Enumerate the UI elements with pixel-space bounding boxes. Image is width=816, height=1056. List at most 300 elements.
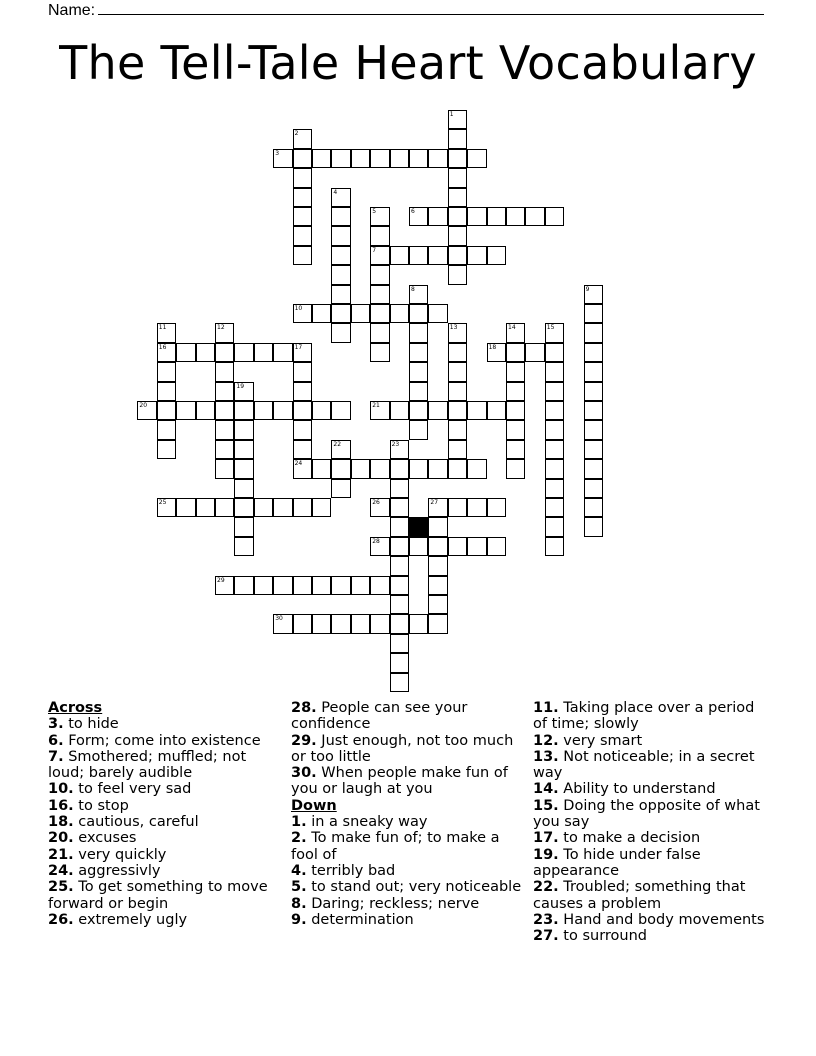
grid-cell[interactable] <box>584 343 603 362</box>
clue-number: 5. <box>291 879 307 896</box>
grid-cell[interactable] <box>293 129 312 148</box>
grid-cell[interactable] <box>293 420 312 439</box>
grid-cell[interactable] <box>584 304 603 323</box>
grid-cell[interactable] <box>428 401 447 420</box>
grid-cell[interactable] <box>390 479 409 498</box>
across-heading: Across <box>48 700 103 716</box>
clue-number: 13 <box>449 324 458 332</box>
grid-cell[interactable] <box>331 479 350 498</box>
grid-cell[interactable] <box>584 517 603 536</box>
grid-cell[interactable] <box>467 401 486 420</box>
black-cell <box>409 517 428 536</box>
down-clue <box>291 814 523 830</box>
down-clue <box>533 749 771 782</box>
grid-cell[interactable] <box>293 304 312 323</box>
grid-cell[interactable] <box>409 207 428 226</box>
grid-cell[interactable] <box>428 537 447 556</box>
grid-cell[interactable] <box>331 265 350 284</box>
grid-cell[interactable] <box>370 576 389 595</box>
grid-cell[interactable] <box>331 149 350 168</box>
grid-cell[interactable] <box>448 420 467 439</box>
grid-cell[interactable] <box>448 110 467 129</box>
grid-cell[interactable] <box>215 362 234 381</box>
grid-cell[interactable] <box>293 149 312 168</box>
grid-cell[interactable] <box>390 440 409 459</box>
grid-cell[interactable] <box>428 246 447 265</box>
grid-cell[interactable] <box>234 401 253 420</box>
grid-cell[interactable] <box>487 207 506 226</box>
grid-cell[interactable] <box>196 498 215 517</box>
grid-cell[interactable] <box>448 226 467 245</box>
grid-cell[interactable] <box>390 653 409 672</box>
grid-cell[interactable] <box>390 149 409 168</box>
grid-cell[interactable] <box>331 188 350 207</box>
grid-cell[interactable] <box>273 498 292 517</box>
grid-cell[interactable] <box>584 420 603 439</box>
grid-cell[interactable] <box>390 634 409 653</box>
grid-cell[interactable] <box>428 614 447 633</box>
clue-text: excuses <box>73 830 137 847</box>
grid-cell[interactable] <box>293 401 312 420</box>
grid-cell[interactable] <box>584 362 603 381</box>
grid-cell[interactable] <box>370 265 389 284</box>
grid-cell[interactable] <box>545 517 564 536</box>
grid-cell[interactable] <box>254 498 273 517</box>
grid-cell[interactable] <box>273 343 292 362</box>
clue-text: in a sneaky way <box>306 814 428 831</box>
grid-cell[interactable] <box>409 246 428 265</box>
clue-number: 14. <box>533 781 559 798</box>
clue-number: 14 <box>508 324 516 332</box>
grid-cell[interactable] <box>390 246 409 265</box>
grid-cell[interactable] <box>234 576 253 595</box>
clue-text: To make fun of; to make a fool of <box>291 830 500 863</box>
grid-cell[interactable] <box>584 459 603 478</box>
clue-text: Hand and body movements <box>558 911 765 928</box>
clue-number: 13. <box>533 748 559 765</box>
grid-cell[interactable] <box>506 362 525 381</box>
grid-cell[interactable] <box>428 304 447 323</box>
clue-text: Taking place over a period of time; slowly <box>533 700 755 733</box>
clue-number: 12. <box>533 732 559 749</box>
grid-cell[interactable] <box>506 382 525 401</box>
grid-cell[interactable] <box>584 323 603 342</box>
grid-cell[interactable] <box>157 498 176 517</box>
grid-cell[interactable] <box>351 149 370 168</box>
grid-cell[interactable] <box>448 129 467 148</box>
grid-cell[interactable] <box>215 323 234 342</box>
grid-cell[interactable] <box>370 498 389 517</box>
grid-cell[interactable] <box>545 420 564 439</box>
grid-cell[interactable] <box>196 401 215 420</box>
clue-text: to surround <box>558 928 648 945</box>
grid-cell[interactable] <box>370 401 389 420</box>
grid-cell[interactable] <box>545 323 564 342</box>
grid-cell[interactable] <box>448 149 467 168</box>
clue-number: 24 <box>294 460 303 468</box>
grid-cell[interactable] <box>467 498 486 517</box>
across-clue <box>48 716 276 732</box>
grid-cell[interactable] <box>467 149 486 168</box>
clue-number: 20. <box>48 830 74 847</box>
across-clue <box>291 700 523 733</box>
grid-cell[interactable] <box>312 401 331 420</box>
clue-number: 19 <box>236 382 245 390</box>
grid-cell[interactable] <box>487 246 506 265</box>
clue-number: 16 <box>158 343 167 351</box>
grid-cell[interactable] <box>428 207 447 226</box>
grid-cell[interactable] <box>215 401 234 420</box>
grid-cell[interactable] <box>448 188 467 207</box>
clue-number: 20 <box>139 402 148 409</box>
clue-number: 23. <box>533 911 559 928</box>
grid-cell[interactable] <box>196 343 215 362</box>
clue-number: 6 <box>411 208 415 215</box>
grid-cell[interactable] <box>157 382 176 401</box>
grid-cell[interactable] <box>273 576 292 595</box>
clue-number: 17. <box>533 830 559 847</box>
grid-cell[interactable] <box>448 537 467 556</box>
grid-cell[interactable] <box>273 149 292 168</box>
grid-cell[interactable] <box>234 498 253 517</box>
across-clue <box>48 798 276 814</box>
grid-cell[interactable] <box>545 382 564 401</box>
grid-cell[interactable] <box>525 343 544 362</box>
grid-cell[interactable] <box>506 440 525 459</box>
clue-text: to make a decision <box>558 830 701 847</box>
clue-number: 30 <box>275 615 283 623</box>
clue-text: cautious, careful <box>73 814 199 831</box>
clue-number: 8 <box>411 285 415 293</box>
grid-cell[interactable] <box>215 576 234 595</box>
clue-number: 29. <box>291 732 317 749</box>
clue-number: 26 <box>372 499 380 506</box>
grid-cell[interactable] <box>293 207 312 226</box>
clue-number: 15. <box>533 797 559 814</box>
clue-number: 8. <box>291 895 307 912</box>
grid-cell[interactable] <box>506 401 525 420</box>
grid-cell[interactable] <box>254 576 273 595</box>
grid-cell[interactable] <box>234 537 253 556</box>
grid-cell[interactable] <box>448 246 467 265</box>
clue-number: 2. <box>291 830 307 847</box>
grid-cell[interactable] <box>331 226 350 245</box>
clue-number: 27 <box>430 499 439 506</box>
grid-cell[interactable] <box>331 207 350 226</box>
grid-cell[interactable] <box>584 440 603 459</box>
down-heading: Down <box>291 797 337 814</box>
down-clue <box>291 896 523 912</box>
clue-number: 11 <box>158 324 167 332</box>
grid-cell[interactable] <box>545 498 564 517</box>
grid-cell[interactable] <box>525 207 544 226</box>
down-clue <box>533 847 771 880</box>
clue-text: Smothered; muffled; not loud; barely audible <box>48 748 247 782</box>
grid-cell[interactable] <box>234 517 253 536</box>
down-clue <box>533 781 771 797</box>
grid-cell[interactable] <box>467 246 486 265</box>
grid-cell[interactable] <box>331 323 350 342</box>
grid-cell[interactable] <box>545 401 564 420</box>
grid-cell[interactable] <box>506 459 525 478</box>
grid-cell[interactable] <box>390 304 409 323</box>
clue-number: 25 <box>158 499 167 506</box>
clue-number: 27. <box>533 928 559 945</box>
grid-cell[interactable] <box>273 614 292 633</box>
grid-cell[interactable] <box>390 537 409 556</box>
grid-cell[interactable] <box>428 149 447 168</box>
grid-cell[interactable] <box>331 246 350 265</box>
grid-cell[interactable] <box>409 343 428 362</box>
grid-cell[interactable] <box>157 323 176 342</box>
clue-number: 25. <box>48 879 74 896</box>
grid-cell[interactable] <box>293 459 312 478</box>
grid-cell[interactable] <box>293 246 312 265</box>
grid-cell[interactable] <box>409 323 428 342</box>
grid-cell[interactable] <box>234 382 253 401</box>
grid-cell[interactable] <box>176 343 195 362</box>
grid-cell[interactable] <box>487 401 506 420</box>
clue-number: 19. <box>533 846 559 863</box>
grid-cell[interactable] <box>448 401 467 420</box>
clue-text: To get something to move forward or begin <box>48 879 268 912</box>
grid-cell[interactable] <box>370 459 389 478</box>
grid-cell[interactable] <box>390 517 409 536</box>
grid-cell[interactable] <box>176 401 195 420</box>
grid-cell[interactable] <box>428 459 447 478</box>
grid-cell[interactable] <box>409 382 428 401</box>
grid-cell[interactable] <box>390 498 409 517</box>
grid-cell[interactable] <box>584 285 603 304</box>
grid-cell[interactable] <box>448 498 467 517</box>
clue-text: to feel very sad <box>73 781 192 798</box>
grid-cell[interactable] <box>331 440 350 459</box>
grid-cell[interactable] <box>293 226 312 245</box>
grid-cell[interactable] <box>234 440 253 459</box>
grid-cell[interactable] <box>390 459 409 478</box>
grid-cell[interactable] <box>545 343 564 362</box>
clue-text: to stop <box>73 797 129 814</box>
grid-cell[interactable] <box>293 614 312 633</box>
grid-cell[interactable] <box>409 304 428 323</box>
grid-cell[interactable] <box>293 440 312 459</box>
grid-cell[interactable] <box>351 459 370 478</box>
down-clue <box>291 863 523 879</box>
grid-cell[interactable] <box>370 246 389 265</box>
grid-cell[interactable] <box>448 440 467 459</box>
across-clue <box>48 847 276 863</box>
clue-number: 3 <box>275 149 280 157</box>
clue-text: Not noticeable; in a secret way <box>533 748 755 782</box>
grid-cell[interactable] <box>467 207 486 226</box>
grid-cell[interactable] <box>157 401 176 420</box>
grid-cell[interactable] <box>370 207 389 226</box>
grid-cell[interactable] <box>506 343 525 362</box>
grid-cell[interactable] <box>293 576 312 595</box>
grid-cell[interactable] <box>331 614 350 633</box>
clue-text: to stand out; very noticeable <box>306 879 522 896</box>
grid-cell[interactable] <box>215 440 234 459</box>
grid-cell[interactable] <box>448 168 467 187</box>
grid-cell[interactable] <box>312 614 331 633</box>
grid-cell[interactable] <box>428 576 447 595</box>
grid-cell[interactable] <box>467 459 486 478</box>
grid-cell[interactable] <box>428 595 447 614</box>
grid-cell[interactable] <box>506 420 525 439</box>
grid-cell[interactable] <box>390 595 409 614</box>
grid-cell[interactable] <box>293 362 312 381</box>
grid-cell[interactable] <box>409 537 428 556</box>
grid-cell[interactable] <box>157 440 176 459</box>
grid-cell[interactable] <box>351 576 370 595</box>
grid-cell[interactable] <box>506 207 525 226</box>
grid-cell[interactable] <box>331 459 350 478</box>
grid-cell[interactable] <box>370 149 389 168</box>
grid-cell[interactable] <box>545 479 564 498</box>
clue-number: 24. <box>48 862 74 879</box>
grid-cell[interactable] <box>273 401 292 420</box>
grid-cell[interactable] <box>584 498 603 517</box>
clue-number: 21. <box>48 846 74 863</box>
clue-number: 11. <box>533 700 559 716</box>
down-clue <box>533 700 771 733</box>
grid-cell[interactable] <box>370 614 389 633</box>
grid-cell[interactable] <box>234 479 253 498</box>
clue-text: People can see your confidence <box>291 700 468 733</box>
grid-cell[interactable] <box>448 343 467 362</box>
grid-cell[interactable] <box>293 498 312 517</box>
grid-cell[interactable] <box>409 459 428 478</box>
grid-cell[interactable] <box>448 459 467 478</box>
clues-column-2 <box>291 700 523 928</box>
grid-cell[interactable] <box>448 207 467 226</box>
clue-text: To hide under false appearance <box>533 846 701 879</box>
grid-cell[interactable] <box>448 265 467 284</box>
grid-cell[interactable] <box>390 556 409 575</box>
grid-cell[interactable] <box>215 382 234 401</box>
grid-cell[interactable] <box>312 459 331 478</box>
grid-cell[interactable] <box>157 420 176 439</box>
grid-cell[interactable] <box>584 479 603 498</box>
grid-cell[interactable] <box>157 362 176 381</box>
clue-number: 10. <box>48 781 74 798</box>
grid-cell[interactable] <box>409 362 428 381</box>
clue-text: Doing the opposite of what you say <box>533 797 760 831</box>
grid-cell[interactable] <box>215 459 234 478</box>
grid-cell[interactable] <box>545 440 564 459</box>
grid-cell[interactable] <box>390 401 409 420</box>
clue-number: 29 <box>217 576 225 584</box>
grid-cell[interactable] <box>234 343 253 362</box>
grid-cell[interactable] <box>584 401 603 420</box>
grid-cell[interactable] <box>487 343 506 362</box>
clue-number: 30. <box>291 765 317 782</box>
grid-cell[interactable] <box>312 149 331 168</box>
grid-cell[interactable] <box>234 459 253 478</box>
clue-text: Form; come into existence <box>63 732 261 749</box>
grid-cell[interactable] <box>331 576 350 595</box>
grid-cell[interactable] <box>409 401 428 420</box>
grid-cell[interactable] <box>293 188 312 207</box>
grid-cell[interactable] <box>176 498 195 517</box>
clue-number: 28 <box>372 537 380 545</box>
grid-cell[interactable] <box>487 498 506 517</box>
clue-text: very smart <box>558 732 643 749</box>
grid-cell[interactable] <box>351 304 370 323</box>
clue-number: 28. <box>291 700 317 716</box>
grid-cell[interactable] <box>545 362 564 381</box>
grid-cell[interactable] <box>545 207 564 226</box>
across-clue <box>48 733 276 749</box>
clue-text: When people make fun of you or laugh at you <box>291 765 508 798</box>
grid-cell[interactable] <box>506 323 525 342</box>
grid-cell[interactable] <box>428 556 447 575</box>
grid-cell[interactable] <box>448 323 467 342</box>
grid-cell[interactable] <box>584 382 603 401</box>
grid-cell[interactable] <box>409 149 428 168</box>
name-label: Name: <box>48 2 96 19</box>
down-clue <box>291 830 523 863</box>
grid-cell[interactable] <box>409 285 428 304</box>
clue-number: 22 <box>333 440 342 448</box>
grid-cell[interactable] <box>331 401 350 420</box>
clue-number: 1. <box>291 814 307 831</box>
grid-cell[interactable] <box>370 537 389 556</box>
grid-cell[interactable] <box>390 576 409 595</box>
grid-cell[interactable] <box>312 498 331 517</box>
grid-cell[interactable] <box>390 614 409 633</box>
grid-cell[interactable] <box>370 343 389 362</box>
grid-cell[interactable] <box>137 401 156 420</box>
grid-cell[interactable] <box>545 459 564 478</box>
grid-cell[interactable] <box>351 614 370 633</box>
grid-cell[interactable] <box>254 343 273 362</box>
clue-number: 18 <box>488 343 497 351</box>
grid-cell[interactable] <box>293 382 312 401</box>
grid-cell[interactable] <box>370 226 389 245</box>
clue-number: 16. <box>48 797 74 814</box>
grid-cell[interactable] <box>254 401 273 420</box>
down-clue <box>533 879 771 912</box>
grid-cell[interactable] <box>157 343 176 362</box>
grid-cell[interactable] <box>215 498 234 517</box>
down-clue <box>291 912 523 928</box>
grid-cell[interactable] <box>215 343 234 362</box>
grid-cell[interactable] <box>545 537 564 556</box>
grid-cell[interactable] <box>428 498 447 517</box>
grid-cell[interactable] <box>409 614 428 633</box>
grid-cell[interactable] <box>467 537 486 556</box>
grid-cell[interactable] <box>312 576 331 595</box>
grid-cell[interactable] <box>390 673 409 692</box>
across-clue <box>291 765 523 798</box>
grid-cell[interactable] <box>428 517 447 536</box>
grid-cell[interactable] <box>331 304 350 323</box>
grid-cell[interactable] <box>409 420 428 439</box>
grid-cell[interactable] <box>487 537 506 556</box>
grid-cell[interactable] <box>312 304 331 323</box>
grid-cell[interactable] <box>448 362 467 381</box>
grid-cell[interactable] <box>370 304 389 323</box>
grid-cell[interactable] <box>215 420 234 439</box>
grid-cell[interactable] <box>448 382 467 401</box>
grid-cell[interactable] <box>293 168 312 187</box>
grid-cell[interactable] <box>293 343 312 362</box>
grid-cell[interactable] <box>370 285 389 304</box>
grid-cell[interactable] <box>331 285 350 304</box>
grid-cell[interactable] <box>234 420 253 439</box>
grid-cell[interactable] <box>370 323 389 342</box>
